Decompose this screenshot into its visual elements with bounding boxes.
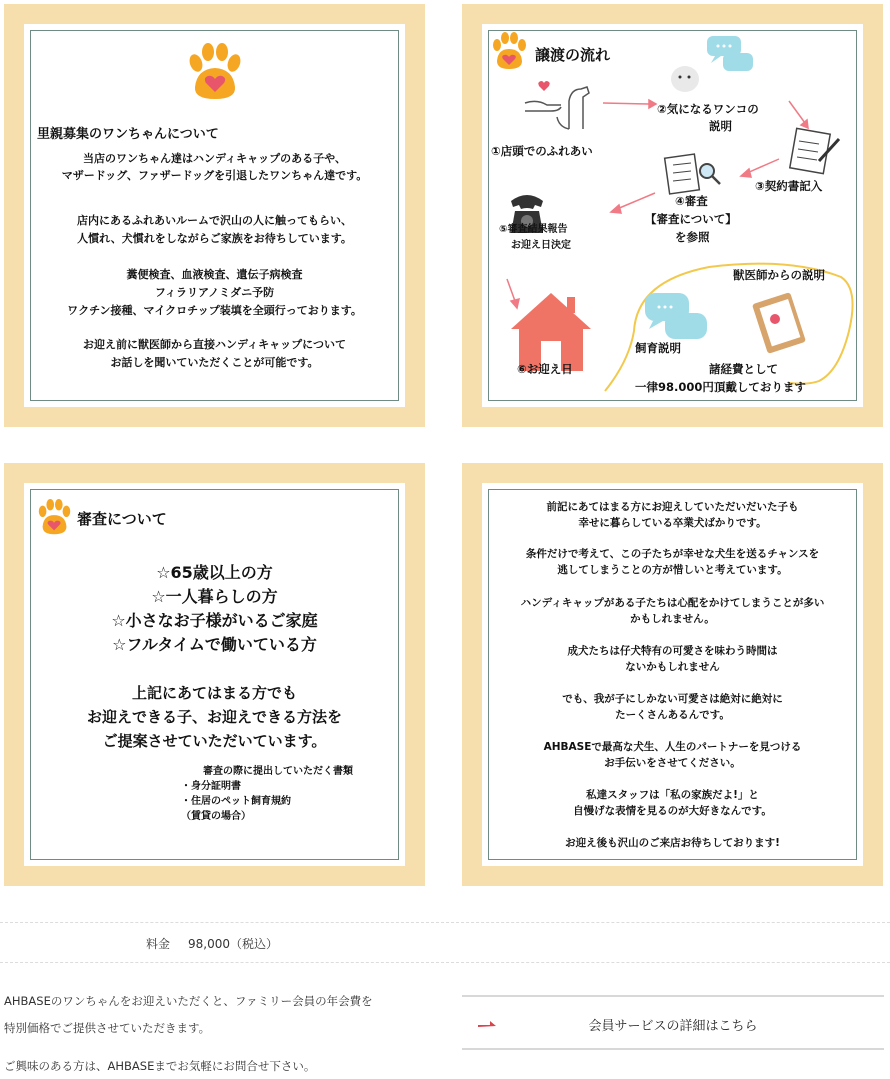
condition-item: ☆一人暮らしの方 [151, 587, 278, 606]
text-line: 幸せに暮らしている卒業犬ばかりです。 [578, 517, 767, 529]
text-line: 人慣れ、犬慣れをしながらご家族をお待ちしています。 [77, 232, 352, 245]
docs-item: ・身分証明書 [181, 781, 241, 792]
paw-heart-icon [493, 32, 526, 69]
info-text: 特別価格でご提供させていただきます。 [4, 1021, 211, 1035]
docs-item: （賃貸の場合） [181, 811, 251, 822]
docs-item: ・住居のペット飼育規約 [181, 796, 291, 807]
text-line: 糞便検査、血液検査、遺伝子病検査 [126, 268, 303, 281]
speech-bubble-icon [645, 293, 707, 339]
clipboard-icon [752, 292, 806, 354]
puppy-image [671, 66, 699, 92]
text-line: 私達スタッフは「私の家族だよ!」と [586, 789, 759, 801]
info-text: ご興味のある方は、AHBASEまでお気軽にお問合せ下さい。 [4, 1059, 316, 1073]
step-1-label: ①店頭でのふれあい [491, 144, 593, 158]
card-paper [24, 24, 405, 407]
divider [0, 922, 890, 923]
step-4-label: ④審査 [675, 194, 708, 208]
card-paper [24, 483, 405, 866]
step-5-label: ⑤審査結果報告 [499, 224, 568, 235]
card-inner-frame [488, 489, 857, 860]
card-paper [482, 24, 863, 407]
divider [0, 962, 890, 963]
text-line: ないかもしれません [625, 661, 720, 673]
text-line: お手伝いをさせてください。 [604, 757, 741, 769]
text-line: でも、我が子にしかない可愛さは絶対に絶対に [562, 693, 783, 705]
step-2-label-2: 説明 [709, 119, 732, 133]
condition-item: ☆フルタイムで働いている方 [112, 635, 317, 654]
text-line: ハンディキャップがある子たちは心配をかけてしまうことが多い [520, 597, 825, 609]
document-search-icon [665, 154, 720, 194]
text-line: お迎え後も沢山のご来店お待ちしております! [565, 837, 780, 849]
card-screening [4, 463, 425, 886]
vet-label: 獣医師からの説明 [733, 268, 825, 282]
step-2-label: ②気になるワンコの [657, 102, 759, 116]
price-label: 料金 [146, 937, 171, 951]
step-5-label-2: お迎え日決定 [511, 240, 571, 251]
card-message [462, 463, 883, 886]
text-line: たーくさんあるんです。 [615, 709, 730, 721]
member-service-link[interactable] [462, 995, 884, 1050]
text-line: 条件だけで考えて、この子たちが幸せな犬生を送るチャンスを [525, 548, 820, 560]
docs-heading: 審査の際に提出していただく書類 [203, 766, 353, 777]
text-line: かもしれません。 [630, 613, 715, 625]
fee-amount: 一律98.000円頂戴しております [635, 380, 806, 394]
text-line: 成犬たちは仔犬特有の可愛さを味わう時間は [567, 645, 778, 657]
contract-icon [790, 128, 839, 173]
card-inner-frame [30, 30, 399, 401]
speech-bubble-icon [707, 36, 753, 71]
notice-line: お迎えできる子、お迎えできる方法を [86, 708, 342, 726]
notice-line: ご提案させていただいています。 [102, 732, 327, 750]
card-adoption-flow [462, 4, 883, 427]
price-value: 98,000（税込） [188, 937, 278, 951]
step-4-label-3: を参照 [675, 230, 710, 244]
card-inner-frame [30, 489, 399, 860]
text-line: フィラリアノミダニ予防 [154, 286, 275, 299]
text-line: 前記にあてはまる方にお迎えしていただいだいた子も [546, 501, 799, 513]
info-text: AHBASEのワンちゃんをお迎えいただくと、ファミリー会員の年会費を [4, 994, 373, 1008]
text-line: 当店のワンちゃん達はハンディキャップのある子や、 [83, 152, 346, 165]
paw-heart-icon [35, 498, 75, 538]
paw-heart-icon [181, 41, 247, 107]
member-service-link-label[interactable]: 会員サービスの詳細はこちら [588, 1019, 758, 1034]
text-line: AHBASEで最高な犬生、人生のパートナーを見つける [543, 741, 802, 753]
condition-item: ☆小さなお子様がいるご家庭 [111, 611, 318, 630]
heart-icon [538, 81, 549, 91]
card-paper [482, 483, 863, 866]
fee-label: 諸経費として [709, 362, 778, 376]
text-line: 逃してしまうことの方が惜しいと考えています。 [557, 564, 788, 576]
text-line: 店内にあるふれあいルームで沢山の人に触ってもらい、 [77, 214, 352, 227]
breeding-label: 飼育説明 [635, 341, 681, 355]
step-6-label: ⑥お迎え日 [517, 362, 573, 376]
text-line: 自慢げな表情を見るのが大好きなんです。 [573, 805, 772, 817]
text-line: マザードッグ、ファザードッグを引退したワンちゃん達です。 [61, 169, 368, 182]
text-line: ワクチン接種、マイクロチップ装填を全頭行っております。 [67, 304, 362, 317]
house-icon [511, 293, 591, 371]
notice-line: 上記にあてはまる方でも [131, 684, 297, 702]
card-adoption-info [4, 4, 425, 427]
text-line: お話しを聞いていただくことが可能です。 [110, 356, 319, 369]
card-inner-frame [488, 30, 857, 401]
card-title: 譲渡の流れ [535, 46, 611, 64]
step-3-label: ③契約書記入 [755, 179, 823, 193]
card-title: 審査について [77, 510, 167, 528]
text-line: お迎え前に獣医師から直接ハンディキャップについて [83, 338, 346, 351]
hand-dog-icon [525, 87, 589, 129]
card-title: 里親募集のワンちゃんについて [37, 127, 219, 142]
step-4-link: 【審査について】 [645, 212, 737, 226]
condition-item: ☆65歳以上の方 [156, 563, 273, 582]
